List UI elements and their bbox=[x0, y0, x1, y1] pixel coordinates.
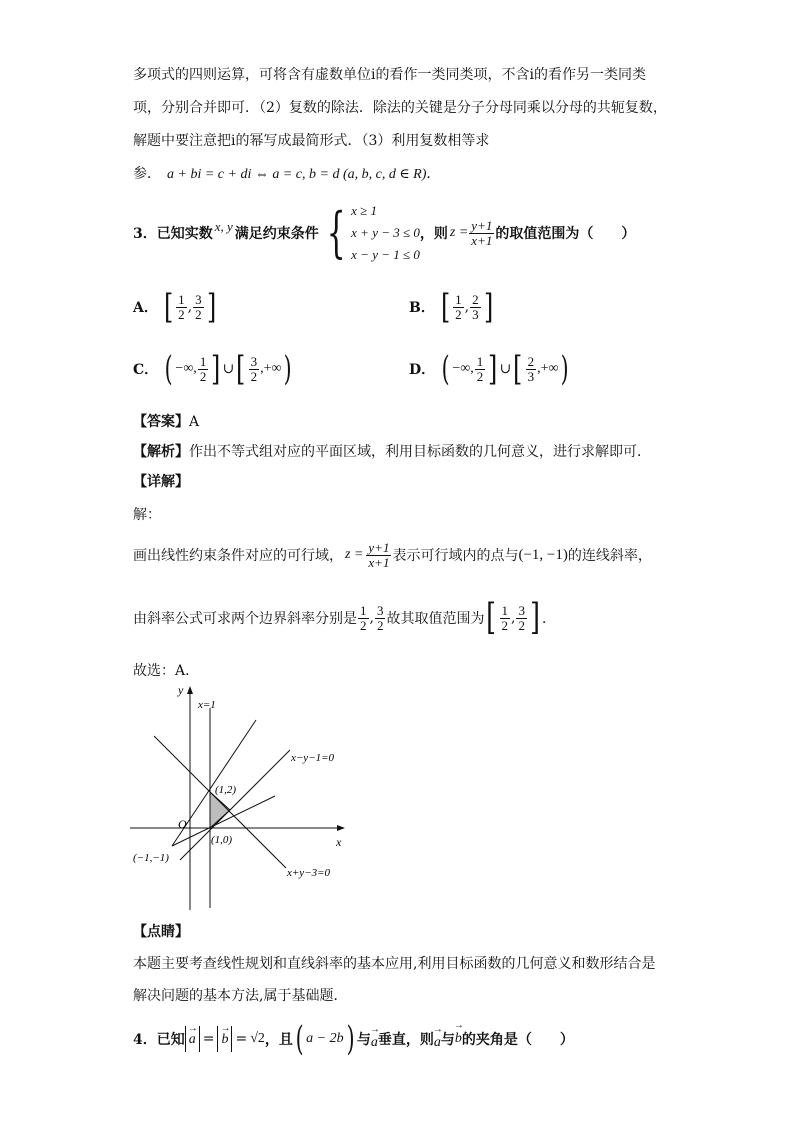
question-4-text-e: 与 bbox=[440, 1032, 455, 1048]
vector-b-2: → b bbox=[455, 1031, 462, 1047]
slope-2-den: 2 bbox=[376, 617, 384, 633]
range-den-1: 2 bbox=[501, 617, 508, 633]
detail-line-1-b: 表示可行域内的点与 bbox=[392, 548, 519, 565]
detail-line-1-c: 的连线斜率， bbox=[567, 548, 652, 565]
slope-1-num: 1 bbox=[360, 602, 367, 618]
z-denominator: x+1 bbox=[471, 232, 493, 248]
point-1-0-label: (1,0) bbox=[211, 834, 233, 846]
vector-b-1: → b bbox=[221, 1029, 228, 1051]
constraint-2: x + y − 3 ≤ 0 bbox=[351, 225, 420, 240]
option-d-pos-inf: ,+∞ bbox=[537, 361, 559, 376]
question-4-number: 4． bbox=[133, 1032, 157, 1048]
constraint-brace: { bbox=[326, 201, 346, 264]
option-c-pos-inf: ,+∞ bbox=[260, 361, 282, 376]
question-3-vars: x, y bbox=[214, 219, 233, 234]
option-a[interactable]: A． [ $\frac{1}{2}$ , $\frac{3}{2}$ ] bbox=[133, 287, 216, 327]
question-3-text-a: 已知实数 bbox=[156, 226, 213, 242]
q4-eq-1: = bbox=[202, 1031, 215, 1047]
line-x-plus-y-minus-3 bbox=[154, 736, 286, 868]
option-b-den-1: 2 bbox=[455, 306, 462, 322]
intro-line-4-prefix: 参． bbox=[133, 166, 161, 182]
range-den-2: 2 bbox=[518, 617, 525, 633]
y-axis-label: y bbox=[178, 683, 184, 697]
question-3-text-d: 的取值范围为（ ） bbox=[495, 226, 636, 242]
option-c-union: ∪ bbox=[222, 361, 235, 377]
line-b-label: x+y−3=0 bbox=[287, 867, 331, 879]
q4-eq-2: = bbox=[235, 1031, 248, 1047]
question-3-number: 3． bbox=[133, 226, 157, 242]
option-c-label: C． bbox=[133, 362, 159, 378]
detail-jie: 解： bbox=[133, 507, 161, 523]
option-b[interactable]: B． [ $\frac{1}{2}$ , $\frac{2}{3}$ ] bbox=[409, 287, 493, 327]
vector-a-3: → a bbox=[434, 1035, 441, 1051]
option-d-den-2: 3 bbox=[527, 368, 535, 384]
detail-z-lhs: z = bbox=[345, 547, 364, 563]
origin-label: O bbox=[178, 817, 187, 831]
option-d-num-1: 1 bbox=[476, 353, 484, 369]
detail-line-2: 由斜率公式可求两个边界斜率分别是 $\frac{1}{2}$ , $\frac{3}{2}$ 故其取值范围为 [ $\frac{1}{2}$ , $\frac{3}{2}$ ] ． bbox=[133, 597, 556, 638]
detail-line-2-end: ． bbox=[542, 611, 556, 627]
option-a-den-1: 2 bbox=[178, 306, 185, 322]
option-b-right-bracket: ] bbox=[483, 287, 493, 327]
option-d-den-1: 2 bbox=[476, 368, 484, 384]
option-a-left-bracket: [ bbox=[163, 287, 174, 327]
z-lhs: z = bbox=[449, 225, 469, 240]
x-axis-arrow-icon bbox=[337, 825, 345, 831]
option-a-right-bracket: ] bbox=[206, 287, 216, 327]
complex-equality-formula: a + bi = c + di ⇔ a = c, b = d (a, b, c, d ∈ R) bbox=[167, 167, 427, 182]
constraint-1: x ≥ 1 bbox=[351, 203, 378, 218]
line-x-minus-y-minus-1 bbox=[180, 750, 290, 860]
option-d[interactable]: D． ( −∞, $\frac{1}{2}$ ] ∪ [ $\frac{2}{3}$ ,+∞ ) bbox=[409, 349, 570, 389]
option-c-den-1: 2 bbox=[199, 368, 207, 384]
option-b-label: B． bbox=[409, 300, 435, 316]
question-4-text-c: 与 bbox=[356, 1032, 371, 1048]
point-1-2-label: (1,2) bbox=[215, 784, 237, 796]
constraint-system bbox=[319, 200, 420, 266]
option-a-label: A． bbox=[133, 300, 158, 316]
point-neg1-neg1-label: (−1,−1) bbox=[133, 852, 169, 864]
range-num-2: 3 bbox=[518, 602, 525, 618]
option-a-num-1: 1 bbox=[178, 291, 185, 307]
analysis-line bbox=[133, 441, 651, 461]
option-a-den-2: 2 bbox=[195, 306, 202, 322]
intro-line-4-suffix: ． bbox=[426, 166, 441, 182]
intro-line-4 bbox=[133, 163, 440, 183]
option-c[interactable]: C． ( −∞, $\frac{1}{2}$ ] ∪ [ $\frac{3}{2}$ ,+∞ ) bbox=[133, 349, 293, 389]
range-num-1: 1 bbox=[501, 602, 508, 618]
line-x1-label: x=1 bbox=[198, 699, 216, 711]
sqrt-2: √2 bbox=[250, 1031, 265, 1046]
intro-line-2: 项，分别合并即可．（2）复数的除法．除法的关键是分子分母同乘以分母的共轭复数， bbox=[133, 100, 667, 116]
feasible-region-figure bbox=[125, 682, 355, 914]
detail-z-num: y+1 bbox=[368, 540, 390, 555]
vector-expression: a − 2b bbox=[306, 1031, 344, 1046]
question-4-text-d: 垂直，则 bbox=[377, 1032, 434, 1048]
detail-line-1 bbox=[133, 541, 652, 569]
intro-line-3: 解题中要注意把i的幂写成最简形式．（3）利用复数相等求 bbox=[133, 133, 490, 149]
detail-tag: 【详解】 bbox=[133, 474, 189, 490]
option-d-union: ∪ bbox=[499, 361, 512, 377]
option-d-num-2: 2 bbox=[527, 353, 535, 369]
question-4-text-a: 已知 bbox=[156, 1032, 185, 1048]
option-c-num-1: 1 bbox=[199, 353, 207, 369]
detail-line-2-b: 故其取值范围为 bbox=[386, 611, 485, 627]
question-3-text-c: ，则 bbox=[419, 226, 448, 242]
option-b-left-bracket: [ bbox=[440, 287, 451, 327]
analysis-tag: 【解析】 bbox=[133, 444, 189, 460]
detail-z-den: x+1 bbox=[368, 554, 390, 570]
option-c-neg-inf: −∞, bbox=[175, 361, 197, 376]
analysis-text: 作出不等式组对应的平面区域，利用目标函数的几何意义，进行求解即可． bbox=[189, 444, 651, 460]
option-b-num-1: 1 bbox=[455, 291, 462, 307]
vector-a-2: → a bbox=[371, 1035, 378, 1051]
option-b-num-2: 2 bbox=[472, 291, 479, 307]
line-a-label: x−y−1=0 bbox=[291, 752, 335, 764]
z-fraction bbox=[469, 219, 494, 247]
norm-b bbox=[217, 1026, 232, 1052]
answer-line bbox=[133, 411, 199, 431]
option-c-num-2: 3 bbox=[250, 353, 258, 369]
option-d-label: D． bbox=[409, 362, 436, 378]
option-b-den-2: 3 bbox=[472, 306, 479, 322]
question-4-stem: 4． 已知 → a = → b = √2 ，且 ( a − 2b ) 与 → a 垂直，则 → a 与 → b 的夹角是（ ） bbox=[133, 1022, 574, 1056]
option-d-neg-inf: −∞, bbox=[452, 361, 474, 376]
answer-tag: 【答案】 bbox=[133, 414, 189, 430]
question-3-stem bbox=[133, 200, 635, 266]
y-axis-arrow-icon bbox=[187, 686, 193, 694]
constraint-3: x − y − 1 ≤ 0 bbox=[351, 247, 420, 262]
question-3-text-b: 满足约束条件 bbox=[234, 226, 319, 242]
z-numerator: y+1 bbox=[471, 217, 493, 233]
norm-a bbox=[185, 1026, 200, 1052]
comment-line-2: 解决问题的基本方法,属于基础题． bbox=[133, 988, 348, 1004]
comment-line-1: 本题主要考查线性规划和直线斜率的基本应用,利用目标函数的几何意义和数形结合是 bbox=[133, 956, 656, 972]
answer-value: A bbox=[189, 414, 200, 430]
intro-line-1: 多项式的四则运算，可将含有虚数单位i的看作一类同类项，不含i的看作另一类同类 bbox=[133, 67, 646, 83]
x-axis-label: x bbox=[336, 835, 342, 849]
vector-a-1: → a bbox=[189, 1029, 196, 1051]
choose-line: 故选：A． bbox=[133, 663, 200, 679]
question-4-text-b: ，且 bbox=[264, 1032, 293, 1048]
comment-tag: 【点睛】 bbox=[133, 924, 189, 940]
slope-1-den: 2 bbox=[360, 617, 367, 633]
detail-line-2-a: 由斜率公式可求两个边界斜率分别是 bbox=[133, 611, 357, 627]
slope-2-num: 3 bbox=[376, 602, 384, 618]
option-a-num-2: 3 bbox=[195, 291, 202, 307]
detail-point: (−1, −1) bbox=[518, 546, 568, 563]
option-c-den-2: 2 bbox=[250, 368, 258, 384]
detail-line-1-a: 画出线性约束条件对应的可行域， bbox=[133, 548, 343, 565]
question-4-text-f: 的夹角是（ ） bbox=[461, 1032, 574, 1048]
